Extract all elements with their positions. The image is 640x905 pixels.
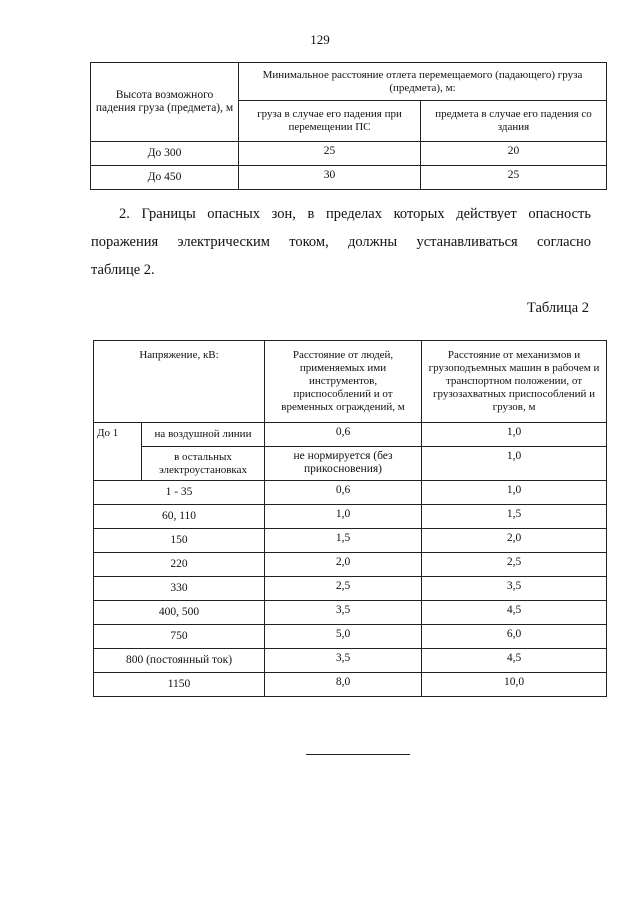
header-people-distance: Расстояние от людей, применяемых ими инструментов, приспособлений и от временных ограждений, м [265,341,422,423]
cell-object: 25 [421,166,607,190]
paragraph-line: поражения электрическим током, должны устанавливаться согласно [91,234,591,250]
cell-machines: 10,0 [422,673,607,697]
cell-height: До 450 [91,166,239,190]
header-machines-distance: Расстояние от механизмов и грузоподъемных машин в рабочем и транспортном положении, от грузозахватных приспособлений и грузов, м [422,341,607,423]
cell-machines: 1,5 [422,505,607,529]
paragraph-line: 2. Границы опасных зон, в пределах которых действует опасность [119,206,591,222]
table-2-caption: Таблица 2 [526,300,589,316]
cell-object: 20 [421,142,607,166]
header-fall-height: Высота возможного падения груза (предмета), м [91,63,239,142]
cell-people: 2,0 [265,553,422,577]
table-row [94,625,607,649]
cell-people: 0,6 [265,423,422,447]
cell-voltage: 220 [94,553,265,577]
page-number: 129 [310,32,330,47]
table-row [94,481,607,505]
table-row [91,142,607,166]
cell-machines: 4,5 [422,601,607,625]
header-min-distance: Минимальное расстояние отлета перемещаемого (падающего) груза (предмета), м: [239,63,607,101]
cell-load: 25 [239,142,421,166]
cell-people: 8,0 [265,673,422,697]
cell-machines: 2,5 [422,553,607,577]
fall-distance-table [90,62,607,190]
cell-machines: 1,0 [422,447,607,481]
cell-machines: 4,5 [422,649,607,673]
paragraph-line: таблице 2. [91,262,155,278]
table-row [94,505,607,529]
subheader-object: предмета в случае его падения со здания [421,101,607,142]
table-row [94,601,607,625]
cell-voltage: 400, 500 [94,601,265,625]
cell-people: 2,5 [265,577,422,601]
cell-voltage: 750 [94,625,265,649]
cell-voltage: 150 [94,529,265,553]
table-row [94,529,607,553]
cell-upto-1: До 1 [94,423,142,481]
header-voltage: Напряжение, кВ: [94,341,265,423]
cell-height: До 300 [91,142,239,166]
table-row [94,673,607,697]
cell-people: 3,5 [265,601,422,625]
footnote-separator [306,754,410,755]
cell-voltage: 800 (постоянный ток) [94,649,265,673]
cell-machines: 3,5 [422,577,607,601]
cell-sub-voltage: в остальных электроустановках [142,447,265,481]
cell-voltage: 1150 [94,673,265,697]
table-row [94,553,607,577]
cell-machines: 2,0 [422,529,607,553]
table-row [91,166,607,190]
cell-people: не нормируется (без прикосновения) [265,447,422,481]
cell-voltage: 60, 110 [94,505,265,529]
cell-voltage: 330 [94,577,265,601]
cell-load: 30 [239,166,421,190]
cell-people: 0,6 [265,481,422,505]
cell-voltage: 1 - 35 [94,481,265,505]
cell-machines: 1,0 [422,481,607,505]
cell-sub-voltage: на воздушной линии [142,423,265,447]
table-row [94,577,607,601]
cell-people: 1,0 [265,505,422,529]
cell-people: 1,5 [265,529,422,553]
voltage-distance-table [93,340,607,697]
cell-people: 5,0 [265,625,422,649]
table-row [94,649,607,673]
cell-people: 3,5 [265,649,422,673]
subheader-load: груза в случае его падения при перемещении ПС [239,101,421,142]
cell-machines: 6,0 [422,625,607,649]
cell-machines: 1,0 [422,423,607,447]
